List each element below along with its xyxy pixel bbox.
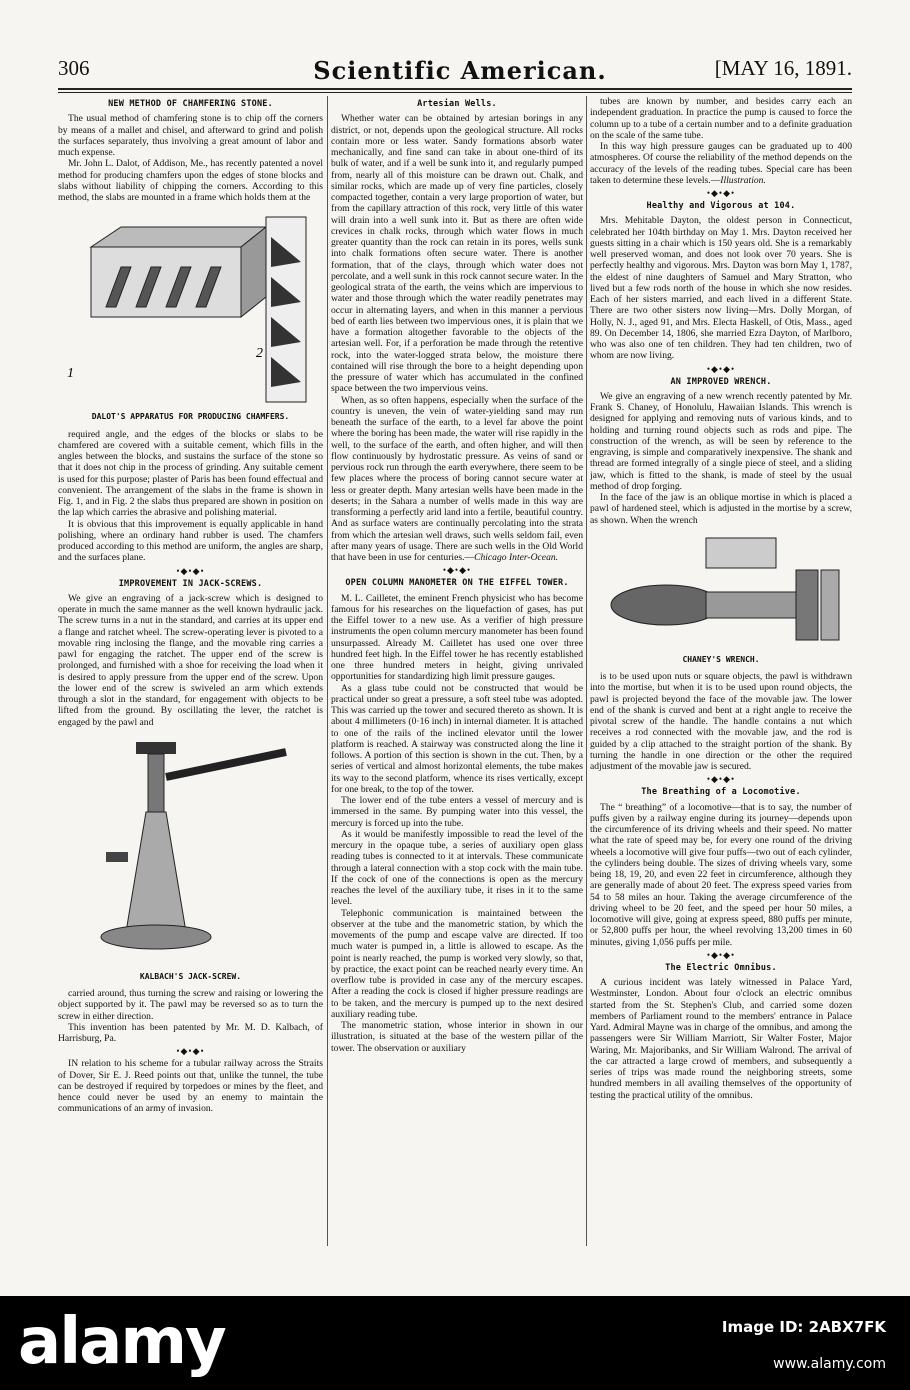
section-ornament: •◆•◆• [706, 188, 736, 198]
figure-1-label: 1 [66, 366, 74, 382]
paragraph: required angle, and the edges of the blocks or slabs to be chamfered are covered with a suitable cement, which fills in the angles between the blocks, and sustains the surface of the stone so that it does not chip in the process of grinding. Any suitable cement is used for this purpose; plaster of Paris has been found effectual and convenient. The arrangement of the slabs in the frame is shown in Fig. 1, and in Fig. 2 the slabs thus prepared are shown in position on the lap which carries the abrasive and polishing material. [58, 428, 323, 519]
section-ornament: •◆•◆• [706, 949, 736, 960]
paragraph: The lower end of the tube enters a vessel of mercury and is immersed in the same. By pumping water into this vessel, the mercury is forced up into the tube. [331, 795, 583, 829]
section-ornament: •◆•◆• [176, 565, 205, 576]
paragraph: The “ breathing” of a locomotive—that is to say, the number of puffs given by a railway engine during its journey—depends upon the circumference of its driving wheels and their speed. No matter what the rate of speed may be, for every one round of the driving wheels a locomotive will give four puffs—two out of each cylinder, the cylinders being double. The sizes of driving wheels vary, some being 18, 19, 20, and even 22 feet in circumference, although they are generally made of about 20 feet. The express speed varies from 54 to 58 miles an hour. Taking the average circumference of the driving wheel to be 20 feet, and the speed per hour 50 miles, a locomotive will give, going at express speed, 880 puffs per minute, or 52,800 puffs per hour, the wheel revolving 13,200 times in 60 minutes, giving 1,056 puffs per mile. [590, 801, 852, 948]
paragraph: Whether water can be obtained by artesian borings in any district, or not, depends upon the geological structure. All rocks contain more or less water. Sandy formations absorb water mechanically, and fine sand can take in about one-third of its bulk of water, and if a well be sunk into it, and regularly pumped from, nearly all of this moisture can be drawn out. Chalk, and similar rocks, which are made up of very fine particles, closely compacted together, contain a very large proportion of water, but from the capillary attraction of this rock, very little of this water will drain into a well sunk into it. But as there are often wide crevices in chalk rocks, through which water flows in much greater quantity than the rock can retain in its pores, wells sunk into chalk formations often secure water. There is another formation, that of the clays, through which water does not percolate, and a well sunk in this rock cannot secure water. In the geological strata of the earth, the veins which are impervious to water and those through which the water readily penetrates may occur in alternating layers, and when in this manner a pervious bed of earth lies between two impervious ones, it is plain that we have a formation altogether favorable to the objects of the artesian well. For, if a perforation be made through the retentive rock, into the water-logged strata below, the moisture there contained will rise through the bore to a height depending upon the pressure of water which has accumulated in the confined space between the two impervious veins. [331, 113, 583, 395]
article-heading-dayton: Healthy and Vigorous at 104. [646, 201, 796, 211]
figure-caption: DALOT'S APPARATUS FOR PRODUCING CHAMFERS. [91, 412, 290, 422]
paragraph: tubes are known by number, and besides carry each an independent graduation. In practice the pump is caused to force the column up to a tube of a certain number and to a definite graduation on the scale of the same tube. [590, 96, 852, 141]
paragraph: This invention has been patented by Mr. M. D. Kalbach, of Harrisburg, Pa. [58, 1021, 323, 1044]
paragraph: We give an engraving of a new wrench recently patented by Mr. Frank S. Chaney, of Honolulu, Hawaiian Islands. This wrench is designed for applying and removing nuts of various kinds, and to holding and turning round objects such as rods and pipe. The construction of the wrench, as will be seen by reference to the engraving, is simple and comparatively inexpensive. The shank and thread are formed integrally of a single piece of steel, and a sliding jaw, which is fitted to the shank, is made of steel by the usual method of drop forging. [590, 390, 852, 492]
section-ornament: •◆•◆• [442, 565, 472, 576]
article-heading-jackscrews: IMPROVEMENT IN JACK-SCREWS. [118, 578, 263, 589]
page-number: 306 [58, 56, 90, 80]
paragraph: A curious incident was lately witnessed in Palace Yard, Westminster, London. About four o'clock an electric omnibus started from the St. Stephen's Club, and carried some dozen members of Parliament round to the members' entrance in Palace Yard. Admiral Mayne was in charge of the omnibus, and among the passengers were Sir William Marriott, Sir Walter Foster, Major Waring, Mr. Majoribanks, and Sir William Walrond. The arrival of the car attracted a large crowd of members, and subsequently a series of trips was made round the neighboring streets, some hundred members in all availing themselves of the opportunity of testing the practical utility of the omnibus. [590, 977, 852, 1101]
image-id: Image ID: 2ABX7FK [721, 1318, 886, 1336]
footer-url: www.alamy.com [773, 1356, 886, 1372]
header-rule [58, 88, 852, 93]
masthead: Scientific American. [313, 56, 607, 85]
chamfer-apparatus-illustration [61, 207, 321, 407]
paragraph: M. L. Cailletet, the eminent French physicist who has become famous for his researches on the liquefaction of gases, has put the Eiffel tower to a new use. As a verifier of high pressure instruments the open column mercury manometer has been found unsurpassed. Already M. Cailletet has used one over three hundred feet high. In the Eiffel tower he has recently established one three hundred meters in height, giving unrivaled opportunities for standardizing high limit pressure gauges. [331, 592, 583, 683]
paragraph: The usual method of chamfering stone is to chip off the corners by means of a mallet and chisel, and afterward to grind and polish the surfaces separately, thus involving a great amount of labor and much expense. [58, 113, 323, 158]
paragraph: As it would be manifestly impossible to read the level of the mercury in the opaque tube, a series of auxiliary open glass reading tubes is connected to it at intervals. These communicate through a lateral connection with a stop cock with the main tube. If the cock of one of the connections is open as the mercury reaches the level of the auxiliary tube, it rises in it to the same level. [331, 828, 583, 908]
figure-caption: CHANEY'S WRENCH. [682, 654, 760, 664]
paragraph: The manometric station, whose interior in shown in our illustration, is situated at the base of the western pillar of the tower. The observation or auxiliary [331, 1020, 583, 1054]
column-divider [327, 96, 328, 1246]
paragraph: Mr. John L. Dalot, of Addison, Me., has recently patented a novel method for producing chamfers upon the edges of stone blocks and slabs without liability of chipping the corners. According to this method, the slabs are mounted in a frame which holds them at the [58, 158, 323, 203]
figure-2-label: 2 [255, 346, 263, 362]
figure-caption: KALBACH'S JACK-SCREW. [139, 971, 242, 981]
jackscrew-illustration [76, 732, 306, 967]
paragraph: Telephonic communication is maintained between the observer at the tube and the manometric station, by which the movements of the pump and escape valve are directed. If too much water is pumped in, a little is allowed to escape. As the point is nearly reached, the pump is worked very slowly, so that, by practice, the exact point can be reached nearly every time. An overflow tube is provided in case any of the mercury escapes. After a reading the cock is closed if higher pressure readings are to be taken, and the mercury is pumped up to the next desired auxiliary reading tube. [331, 907, 583, 1020]
paragraph: In the face of the jaw is an oblique mortise in which is placed a pawl of hardened steel, which is adjusted in the mortise by a screw, as shown. When the wrench [590, 492, 852, 526]
paragraph: When, as so often happens, especially when the surface of the country is uneven, the vein of water-yielding sand may run beneath the surface of the earth, to a level far above the point where the boring has been made, the water will rise rapidly in the well, to the surface of the earth, and often higher, and will then flow continuously by hydrostatic pressure. As veins of sand or pervious rock run through the earth everywhere, there seem to be few places where the process of boring cannot secure water at less or greater depth. Many artesian wells have been made in the deserts; in the Sahara a number of wells made in this way are transforming a perfectly arid land into a fertile, beautiful country. And as surface waters are continually percolating into the strata from which the artesian well draws, such wells seldom fail, even after many years of usage. There are such wells in the Old World that have been in use for centuries.—Chicago Inter-Ocean. [331, 394, 583, 563]
article-heading-locomotive: The Breathing of a Locomotive. [641, 787, 801, 798]
column-1 [58, 96, 323, 1246]
paragraph: As a glass tube could not be constructed that would be practical under so great a pressure, a soft steel tube was adopted. This was carried up the tower and secured thereto as shown. It is about 4 millimeters (0·16 inch) in internal diameter. It is attached to one of the rails of the inclined elevator until the lower platform is reached. A stairway was constructed along the line it follows. A portion of this section is shown in the cut. Then, by a series of vertical and almost horizontal elements, the tube makes its way to the second platform, whence its rises vertically, except for one break, to the top of the tower. [331, 682, 583, 795]
paragraph: IN relation to his scheme for a tubular railway across the Straits of Dover, Sir E. J. Reed points out that, unlike the tunnel, the tube can be destroyed if required by torpedoes or mines by the fleet, and hence could never be used by an enemy to maintain the communications of an army of invasion. [58, 1058, 323, 1115]
wrench-illustration [596, 530, 846, 650]
section-ornament: •◆•◆• [706, 774, 736, 785]
section-ornament: •◆•◆• [706, 363, 736, 374]
article-heading-wrench: AN IMPROVED WRENCH. [670, 376, 772, 387]
issue-date: [MAY 16, 1891. [714, 56, 852, 80]
paragraph: We give an engraving of a jack-screw which is designed to operate in much the same manner as the well known hydraulic jack. The screw turns in a nut in the standard, and carries at its upper end a flange and ratchet wheel. The screw-operating lever is pivoted to a movable ring inclosing the flange, and the movable ring carries a pawl for engaging the ratchet. The upper end of the screw is prolonged, and furnished with a shoe for receiving the load when it is desired to apply pressure from the upper end of the screw. Upon the lower end of the screw is swiveled an arm which extends through a slot in the standard, for engagement with objects to be lifted from the ground. By oscillating the lever, the ratchet is engaged by the pawl and [58, 592, 323, 728]
paragraph: Mrs. Mehitable Dayton, the oldest person in Connecticut, celebrated her 104th birthday on May 1. Mrs. Dayton received her guests sitting in a chair which is 150 years old. She is a remarkably well preserved woman, and does not look over 70 years. She is perfectly healthy and vigorous. Mrs. Dayton was born May 1, 1787, the eldest of nine daughters of Samuel and Mary Stratton, who lived but a few rods north of the house in which she now resides. Each of her sisters married, and each lived in a different State. There are two other sisters now living—Mrs. Dolly Morgan, of Holly, N. J., aged 91, and Mrs. Electa Haskell, of Otis, Mass., aged 89. On December 14, 1806, she married Ezra Dayton, of Marlboro, who was also one of ten children. They had ten children, two of whom are now living. [590, 215, 852, 362]
column-divider [586, 96, 587, 1246]
article-heading-chamfering: NEW METHOD OF CHAMFERING STONE. [108, 99, 273, 109]
article-heading-omnibus: The Electric Omnibus. [665, 962, 777, 973]
paragraph: carried around, thus turning the screw and raising or lowering the object supported by it. The pawl may be reversed so as to turn the screw in either direction. [58, 988, 323, 1022]
paragraph: is to be used upon nuts or square objects, the pawl is withdrawn into the mortise, but when it is to be used upon round objects, the pawl is projected beyond the face of the movable jaw. The lower end of the shank is curved and bent at a right angle to receive the pivotal screw of the handle. The handle contains a nut which receives a rod connected with the movable jaw, and the rod is guided by a clip attached to the straight portion of the shank. By turning the handle in one direction or the other the required adjustment of the movable jaw is secured. [590, 671, 852, 772]
article-heading-artesian: Artesian Wells. [417, 99, 497, 109]
source-credit: Illustration. [720, 174, 766, 186]
column-3 [590, 96, 852, 1246]
alamy-logo: alamy [18, 1305, 225, 1379]
article-heading-manometer: OPEN COLUMN MANOMETER ON THE EIFFEL TOWER. [345, 578, 569, 589]
column-2 [331, 96, 583, 1246]
source-credit: Chicago Inter-Ocean. [474, 552, 559, 563]
paragraph: It is obvious that this improvement is equally applicable in hand polishing, where an ordinary hand rubber is used. The chamfers produced according to this method are uniform, the angles are sharp, and the surfaces plane. [58, 518, 323, 564]
paragraph: In this way high pressure gauges can be graduated up to 400 atmospheres. Of course the reliability of the method depends on the accuracy of the levels of the reading tubes. Special care has been taken to determine these levels.—Illustration. [590, 141, 852, 186]
section-ornament: •◆•◆• [176, 1046, 205, 1057]
